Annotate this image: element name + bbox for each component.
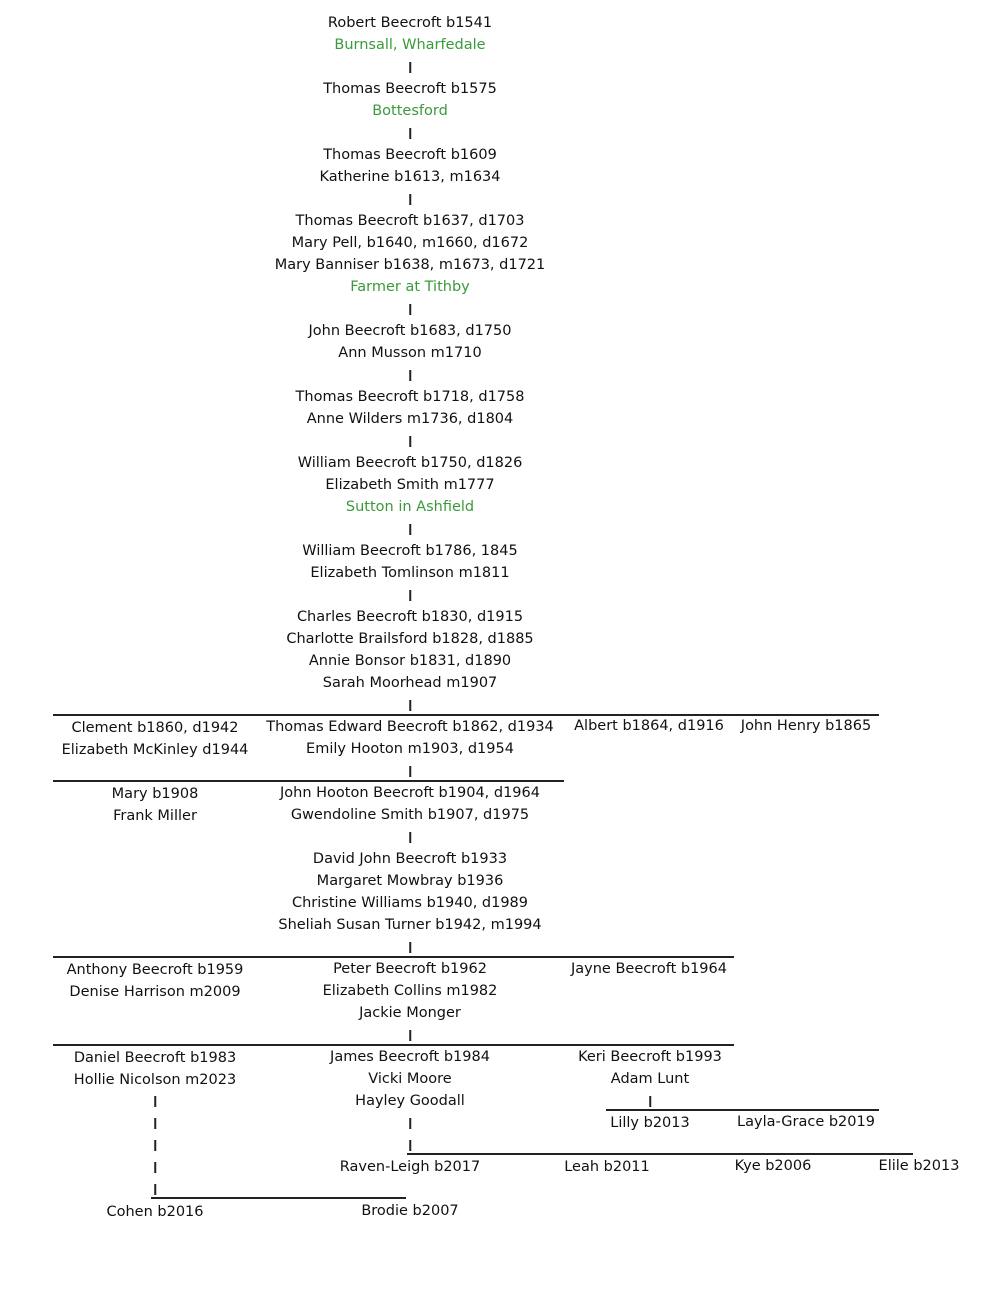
- person-jayne: Jayne Beecroft b1964: [571, 961, 727, 977]
- spouse-adam-lunt: Adam Lunt: [610, 1071, 690, 1087]
- connector-line: [409, 304, 411, 315]
- connector-line: [409, 1030, 411, 1041]
- connector-line: [409, 832, 411, 843]
- spouse-elizabeth-smith: Elizabeth Smith m1777: [325, 477, 495, 493]
- spouse-christine-williams: Christine Williams b1940, d1989: [291, 895, 529, 911]
- connector-line: [409, 942, 411, 953]
- spouse-gwendoline-smith: Gwendoline Smith b1907, d1975: [290, 807, 530, 823]
- person-mary-1908: Mary b1908: [111, 786, 199, 802]
- spouse-margaret-mowbray: Margaret Mowbray b1936: [316, 873, 504, 889]
- person-keri: Keri Beecroft b1993: [578, 1049, 722, 1065]
- connector-line: [154, 1096, 156, 1107]
- person-cohen: Cohen b2016: [106, 1204, 204, 1220]
- spouse-denise-harrison: Denise Harrison m2009: [69, 984, 241, 1000]
- connector-line: [154, 1162, 156, 1173]
- person-robert-beecroft: Robert Beecroft b1541: [327, 15, 493, 31]
- person-thomas-1609: Thomas Beecroft b1609: [323, 147, 497, 163]
- connector-line: [409, 1140, 411, 1151]
- spouse-charlotte-brailsford: Charlotte Brailsford b1828, d1885: [286, 631, 534, 647]
- person-peter: Peter Beecroft b1962: [333, 961, 487, 977]
- spouse-emily-hooton: Emily Hooton m1903, d1954: [306, 741, 514, 757]
- person-thomas-1575: Thomas Beecroft b1575: [323, 81, 497, 97]
- location-bottesford: Bottesford: [372, 103, 448, 119]
- connector-line: [409, 194, 411, 205]
- spouse-mary-banniser: Mary Banniser b1638, m1673, d1721: [274, 257, 546, 273]
- connector-line: [409, 590, 411, 601]
- spouse-anne-wilders: Anne Wilders m1736, d1804: [306, 411, 514, 427]
- person-lilly: Lilly b2013: [610, 1115, 690, 1131]
- person-thomas-1718: Thomas Beecroft b1718, d1758: [295, 389, 525, 405]
- spouse-hayley-goodall: Hayley Goodall: [355, 1093, 465, 1109]
- person-david-john: David John Beecroft b1933: [312, 851, 508, 867]
- person-daniel: Daniel Beecroft b1983: [73, 1050, 237, 1066]
- person-charles-1830: Charles Beecroft b1830, d1915: [296, 609, 524, 625]
- person-thomas-edward: Thomas Edward Beecroft b1862, d1934: [266, 719, 554, 735]
- connector-line: [409, 1118, 411, 1129]
- connector-line: [154, 1140, 156, 1151]
- person-james: James Beecroft b1984: [330, 1049, 490, 1065]
- person-john-henry: John Henry b1865: [740, 718, 872, 734]
- connector-line: [409, 700, 411, 711]
- person-anthony: Anthony Beecroft b1959: [66, 962, 244, 978]
- spouse-elizabeth-collins: Elizabeth Collins m1982: [322, 983, 498, 999]
- spouse-ann-musson: Ann Musson m1710: [338, 345, 482, 361]
- spouse-hollie-nicolson: Hollie Nicolson m2023: [73, 1072, 237, 1088]
- person-raven-leigh: Raven-Leigh b2017: [339, 1159, 481, 1175]
- spouse-katherine: Katherine b1613, m1634: [319, 169, 501, 185]
- spouse-sheliah-turner: Sheliah Susan Turner b1942, m1994: [278, 917, 542, 933]
- sibling-line: [53, 956, 734, 958]
- connector-line: [409, 524, 411, 535]
- sibling-line: [53, 780, 564, 782]
- person-leah: Leah b2011: [564, 1159, 650, 1175]
- person-thomas-1637: Thomas Beecroft b1637, d1703: [295, 213, 525, 229]
- person-brodie: Brodie b2007: [361, 1203, 459, 1219]
- spouse-elizabeth-tomlinson: Elizabeth Tomlinson m1811: [310, 565, 510, 581]
- spouse-elizabeth-mckinley: Elizabeth McKinley d1944: [61, 742, 249, 758]
- connector-line: [409, 62, 411, 73]
- connector-line: [154, 1118, 156, 1129]
- spouse-sarah-moorhead: Sarah Moorhead m1907: [322, 675, 498, 691]
- person-john-1683: John Beecroft b1683, d1750: [308, 323, 512, 339]
- person-albert: Albert b1864, d1916: [574, 718, 724, 734]
- person-elile: Elile b2013: [878, 1158, 960, 1174]
- spouse-vicki-moore: Vicki Moore: [368, 1071, 452, 1087]
- connector-line: [409, 128, 411, 139]
- sibling-line: [407, 1153, 913, 1155]
- sibling-line: [53, 1044, 734, 1046]
- location-tithby: Farmer at Tithby: [350, 279, 470, 295]
- connector-line: [409, 436, 411, 447]
- connector-line: [409, 766, 411, 777]
- person-layla-grace: Layla-Grace b2019: [737, 1114, 875, 1130]
- person-clement: Clement b1860, d1942: [71, 720, 239, 736]
- location-sutton: Sutton in Ashfield: [345, 499, 475, 515]
- person-kye: Kye b2006: [734, 1158, 812, 1174]
- spouse-annie-bonsor: Annie Bonsor b1831, d1890: [308, 653, 512, 669]
- person-william-1786: William Beecroft b1786, 1845: [302, 543, 518, 559]
- connector-line: [409, 370, 411, 381]
- spouse-mary-pell: Mary Pell, b1640, m1660, d1672: [291, 235, 529, 251]
- spouse-frank-miller: Frank Miller: [113, 808, 197, 824]
- sibling-line: [151, 1197, 406, 1199]
- spouse-jackie-monger: Jackie Monger: [359, 1005, 461, 1021]
- person-john-hooton: John Hooton Beecroft b1904, d1964: [280, 785, 540, 801]
- connector-line: [154, 1184, 156, 1195]
- person-william-1750: William Beecroft b1750, d1826: [297, 455, 523, 471]
- location-burnsall: Burnsall, Wharfedale: [334, 37, 486, 53]
- sibling-line: [606, 1109, 879, 1111]
- connector-line: [649, 1096, 651, 1107]
